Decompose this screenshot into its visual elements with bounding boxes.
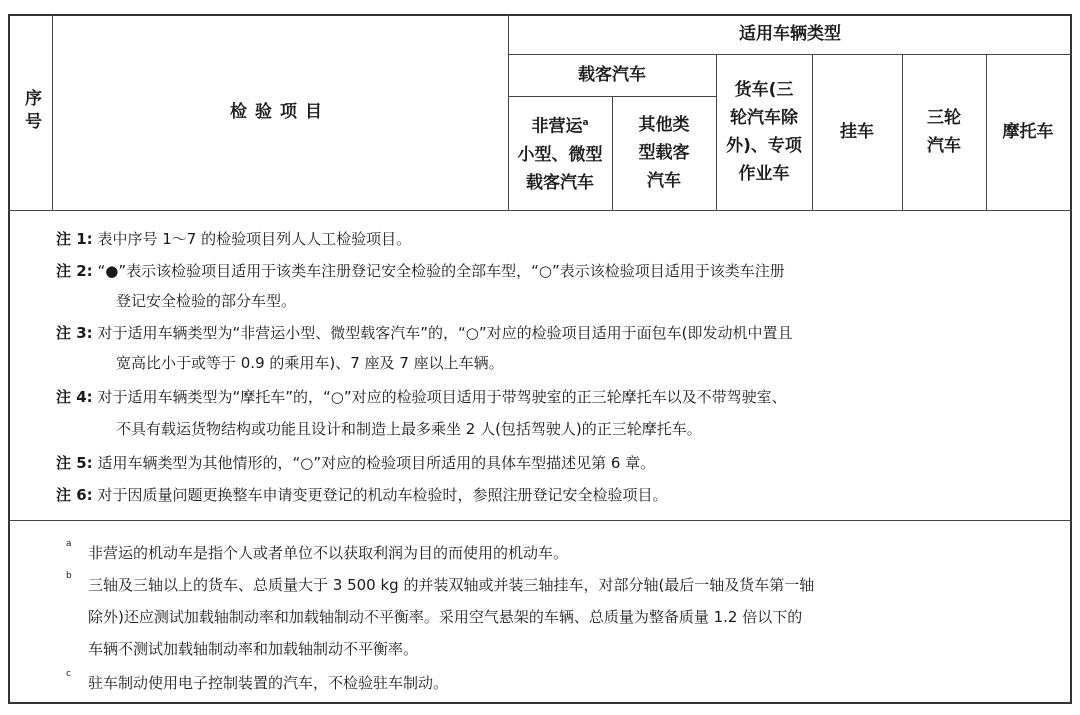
header-seq-text: 序号 (21, 89, 41, 135)
note-text: 表中序号 1～7 的检验项目列人人工检验项目。 (97, 230, 412, 248)
header-non-operating-line2: 小型、微型 (517, 144, 603, 165)
note-2-cont: 登记安全检验的部分车型。 (116, 292, 297, 310)
header-non-operating-line3: 载客汽车 (526, 172, 594, 193)
header-motorcycle-text: 摩托车 (1002, 122, 1054, 142)
header-item-text: 检验项目 (230, 102, 330, 122)
note-tag: 注 4: (56, 388, 93, 406)
header-passenger-text: 载客汽车 (578, 65, 646, 85)
footnote-ref-a: a (582, 118, 589, 129)
header-truck-line1: 货车(三 (734, 80, 794, 100)
header-trailer (812, 54, 902, 210)
header-tricycle (902, 54, 986, 210)
note-3 (56, 318, 1056, 348)
header-other-line2: 型载客 (638, 143, 690, 163)
header-non-operating-line1-text: 非营运 (531, 116, 583, 137)
header-other-line3: 汽车 (647, 171, 681, 191)
note-3-cont: 宽高比小于或等于 0.9 的乘用车)、7 座及 7 座以上车辆。 (116, 354, 504, 372)
header-truck-line3: 外)、专项 (726, 136, 802, 156)
header-other-line1: 其他类 (638, 115, 690, 135)
footnote-mark: c (66, 669, 71, 679)
footnote-a-text: 非营运的机动车是指个人或者单位不以获取利润为目的而使用的机动车。 (88, 544, 569, 562)
note-text: 对于适用车辆类型为“非营运小型、微型载客汽车”的，“○”对应的检验项目适用于面包车(即发动机中置且 (97, 324, 793, 342)
header-truck-line2: 轮汽车除 (730, 108, 798, 128)
footnote-mark: b (66, 571, 72, 581)
header-passenger (508, 54, 716, 96)
note-2 (56, 256, 1056, 286)
note-text: “●”表示该检验项目适用于该类车注册登记安全检验的全部车型，“○”表示该检验项目适用于该类车注册 (97, 262, 785, 280)
note-tag: 注 2: (56, 262, 93, 280)
header-tricycle-line2: 汽车 (927, 136, 961, 156)
note-tag: 注 6: (56, 486, 93, 504)
grid-line (8, 210, 1072, 211)
header-vehicle-type-text: 适用车辆类型 (739, 24, 841, 44)
footnote-b-line3: 车辆不测试加载轴制动率和加载轴制动不平衡率。 (88, 640, 419, 658)
footnote-mark: a (66, 539, 72, 549)
header-seq (10, 14, 52, 210)
note-6 (56, 480, 1056, 510)
header-vehicle-type (508, 14, 1072, 54)
note-1 (56, 224, 1056, 254)
note-tag: 注 3: (56, 324, 93, 342)
note-4 (56, 382, 1056, 412)
header-truck (716, 54, 812, 210)
footnote-b-line2: 除外)还应测试加载轴制动率和加载轴制动不平衡率。采用空气悬架的车辆、总质量为整备质量 1.2 倍以下的 (88, 608, 803, 626)
header-truck-line4: 作业车 (738, 164, 790, 184)
note-4-cont: 不具有载运货物结构或功能且设计和制造上最多乘坐 2 人(包括驾驶人)的正三轮摩托车。 (116, 420, 702, 438)
header-non-operating (508, 96, 612, 210)
note-text: 适用车辆类型为其他情形的，“○”对应的检验项目所适用的具体车型描述见第 6 章。 (97, 454, 656, 472)
note-5 (56, 448, 1056, 478)
header-trailer-text: 挂车 (840, 122, 874, 142)
header-other-passenger (612, 96, 716, 210)
footnote-c-text: 驻车制动使用电子控制装置的汽车，不检验驻车制动。 (88, 674, 449, 692)
footnote-b-line1: 三轴及三轴以上的货车、总质量大于 3 500 kg 的并装双轴或并装三轴挂车，对部分轴(最后一轴及货车第一轴 (88, 576, 815, 594)
header-item (52, 14, 508, 210)
header-non-operating-line1 (531, 109, 588, 141)
note-text: 对于适用车辆类型为“摩托车”的，“○”对应的检验项目适用于带驾驶室的正三轮摩托车以及不带驾驶室、 (97, 388, 787, 406)
note-tag: 注 5: (56, 454, 93, 472)
note-tag: 注 1: (56, 230, 93, 248)
grid-line (8, 520, 1072, 521)
header-motorcycle (986, 54, 1070, 210)
note-text: 对于因质量问题更换整车申请变更登记的机动车检验时，参照注册登记安全检验项目。 (97, 486, 668, 504)
header-tricycle-line1: 三轮 (927, 108, 961, 128)
